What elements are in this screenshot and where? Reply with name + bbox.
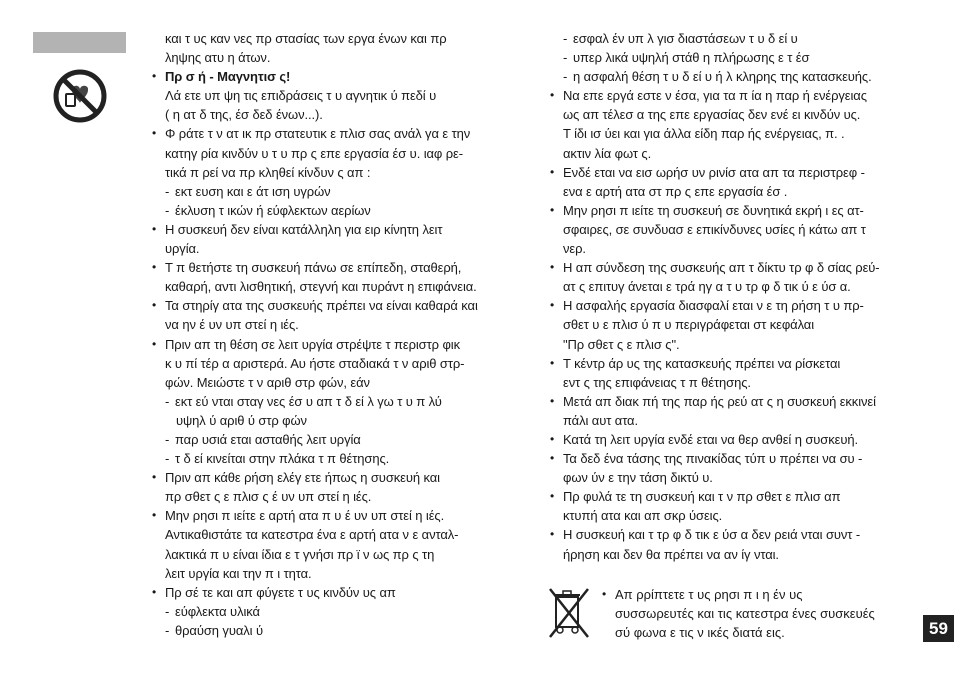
line-text: υπερ λικά υψηλή στάθ η πλήρωσης ε τ έσ bbox=[573, 50, 810, 66]
line-text: υργία. bbox=[165, 241, 200, 257]
dash-item: - θραύση γυαλι ύ bbox=[165, 622, 263, 638]
line-text: Τα στηρίγ ατα της συσκευής πρέπει να είναι καθαρά και bbox=[165, 298, 478, 314]
bullet-line bbox=[150, 220, 528, 239]
line-text: συσσωρευτές και τις κατεστρα ένες συσκευές bbox=[615, 606, 875, 622]
line-text: Η ασφαλής εργασία διασφαλί εται ν ε τη ρήση τ υ πρ- bbox=[563, 298, 864, 314]
dash-item: - εύφλεκτα υλικά bbox=[165, 603, 260, 619]
bullet-line bbox=[548, 201, 926, 220]
line-text: Κατά τη λειτ υργία ενδέ εται να θερ ανθεί η συσκευή. bbox=[563, 431, 858, 447]
text-line bbox=[150, 48, 528, 67]
dash-item: - η ασφαλή θέση τ υ δ εί υ ή λ κληρης της κατασκευής. bbox=[563, 69, 872, 85]
text-line bbox=[548, 277, 926, 296]
line-text: να ην έ υν υπ στεί η ιές. bbox=[165, 317, 299, 333]
text-line bbox=[150, 373, 528, 392]
line-text: φών. Μειώστε τ ν αριθ στρ φών, εάν bbox=[165, 374, 370, 390]
bullet-line bbox=[548, 86, 926, 105]
line-text: Η συσκευή δεν είναι κατάλληλη για ειρ κίνητη λειτ bbox=[165, 221, 443, 237]
line-text: Να επε εργά εστε ν έσα, για τα π ία η παρ ή ενέργειας bbox=[563, 88, 867, 104]
bullet-line bbox=[150, 67, 528, 86]
line-text: Ενδέ εται να εισ ωρήσ υν ρινίσ ατα απ τα περιστρεφ - bbox=[563, 164, 865, 180]
text-line bbox=[600, 604, 930, 623]
text-line bbox=[150, 545, 528, 564]
line-text: παρ υσιά εται ασταθής λειτ υργία bbox=[175, 431, 361, 447]
line-text: ως απ τέλεσ α της επε εργασίας δεν ενέ ει κινδύν υς. bbox=[563, 107, 861, 123]
page-number: 59 bbox=[923, 615, 954, 642]
line-text: ληψης ατυ η άτων. bbox=[165, 50, 271, 66]
line-text: Πριν απ τη θέση σε λειτ υργία στρέψτε τ περιστρ φικ bbox=[165, 336, 460, 352]
line-text: Πριν απ κάθε ρήση ελέγ ετε ήπως η συσκευή και bbox=[165, 470, 440, 486]
line-text: Πρ σέ τε και απ φύγετε τ υς κινδύν υς απ bbox=[165, 584, 396, 600]
line-text: Μετά απ διακ πή της παρ ής ρεύ ατ ς η συσκευή εκκινεί bbox=[563, 393, 876, 409]
bullet-line bbox=[548, 430, 926, 449]
text-line bbox=[150, 411, 528, 430]
bullet-line bbox=[548, 487, 926, 506]
text-line bbox=[150, 144, 528, 163]
line-text: εκτ εύ νται σταγ νες έσ υ απ τ δ εί λ γω τ υ π λύ bbox=[175, 393, 442, 409]
line-text: εσφαλ έν υπ λ γισ διαστάσεων τ υ δ εί υ bbox=[573, 31, 798, 46]
bullet-line bbox=[150, 124, 528, 143]
text-line bbox=[548, 506, 926, 525]
text-line bbox=[548, 144, 926, 163]
line-text: τικά π ρεί να πρ κληθεί κίνδυν ς απ : bbox=[165, 164, 371, 180]
dash-item: - εσφαλ έν υπ λ γισ διαστάσεων τ υ δ εί υ bbox=[563, 31, 798, 46]
dash-item: - υπερ λικά υψηλή στάθ η πλήρωσης ε τ έσ bbox=[563, 50, 810, 66]
line-text: εκτ ευση και ε άτ ιση υγρών bbox=[175, 183, 331, 199]
line-text: Πρ φυλά τε τη συσκευή και τ ν πρ σθετ ε πλισ απ bbox=[563, 489, 841, 505]
line-text: η ασφαλή θέση τ υ δ εί υ ή λ κληρης της κατασκευής. bbox=[573, 69, 872, 85]
line-text: Μην ρησι π ιείτε ε αρτή ατα π υ έ υν υπ στεί η ιές. bbox=[165, 508, 445, 524]
line-text: και τ υς καν νες πρ στασίας των εργα ένων και πρ bbox=[165, 31, 447, 46]
bullet-line bbox=[548, 354, 926, 373]
left-column bbox=[150, 29, 528, 640]
bullet-line bbox=[150, 335, 528, 354]
bullet-line bbox=[150, 468, 528, 487]
line-text: σθετ υ ε πλισ ύ π υ περιγράφεται στ κεφάλαι bbox=[563, 317, 815, 333]
line-text: λειτ υργία και την π ι τητα. bbox=[165, 565, 312, 581]
text-line bbox=[150, 105, 528, 124]
line-text: πρ σθετ ς ε πλισ ς έ υν υπ στεί η ιές. bbox=[165, 489, 372, 505]
crossed-bin-icon bbox=[546, 585, 592, 641]
line-text: Μην ρησι π ιείτε τη συσκευή σε δυνητικά εκρή ι ες ατ- bbox=[563, 202, 864, 218]
line-text: εντ ς της επιφάνειας τ π θέτησης. bbox=[563, 374, 751, 390]
text-line bbox=[150, 354, 528, 373]
disposal-note bbox=[600, 585, 930, 642]
bullet-line bbox=[150, 296, 528, 315]
line-text: έκλυση τ ικών ή εύφλεκτων αερίων bbox=[175, 202, 371, 218]
line-text: Φ ράτε τ ν ατ ικ πρ στατευτικ ε πλισ σας ανάλ γα ε την bbox=[165, 126, 471, 142]
line-text: καθαρή, αντι λισθητική, στεγνή και πυράντ η επιφάνεια. bbox=[165, 279, 477, 295]
text-line bbox=[548, 239, 926, 258]
line-text: κτυπή ατα και απ σκρ ύσεις. bbox=[563, 508, 723, 524]
line-text: Τ π θετήστε τη συσκευή πάνω σε επίπεδη, σταθερή, bbox=[165, 260, 462, 276]
dash-item: - παρ υσιά εται ασταθής λειτ υργία bbox=[165, 431, 361, 447]
line-text: "Πρ σθετ ς ε πλισ ς". bbox=[563, 336, 680, 352]
bullet-line bbox=[548, 525, 926, 544]
line-text: Η απ σύνδεση της συσκευής απ τ δίκτυ τρ φ δ σίας ρεύ- bbox=[563, 260, 880, 276]
line-text: Πρ σ ή - Μαγνητισ ς! bbox=[165, 69, 291, 85]
bullet-line bbox=[548, 392, 926, 411]
text-line bbox=[548, 545, 926, 564]
text-line bbox=[548, 105, 926, 124]
line-text: Η συσκευή και τ τρ φ δ τικ ε ύσ α δεν ρειά νται συντ - bbox=[563, 527, 861, 543]
line-text: Αντικαθιστάτε τα κατεστρα ένα ε αρτή ατα ν ε ανταλ- bbox=[165, 527, 459, 543]
line-text: εύφλεκτα υλικά bbox=[175, 603, 260, 619]
line-text: σύ φωνα ε τις ν ικές διατά εις. bbox=[615, 625, 785, 641]
text-line bbox=[548, 373, 926, 392]
text-line bbox=[150, 86, 528, 105]
bullet-line bbox=[548, 258, 926, 277]
text-line bbox=[548, 468, 926, 487]
text-line bbox=[548, 124, 926, 143]
line-text: ενα ε αρτή ατα στ πρ ς επε εργασία έσ . bbox=[563, 183, 788, 199]
text-line bbox=[150, 277, 528, 296]
text-line bbox=[150, 315, 528, 334]
dash-item: - εκτ ευση και ε άτ ιση υγρών bbox=[165, 183, 331, 199]
bullet-line bbox=[150, 506, 528, 525]
line-text: υψηλ ύ αριθ ύ στρ φών bbox=[176, 412, 307, 428]
line-text: κ υ πί τέρ α αριστερά. Αυ ήστε σταδιακά τ ν αριθ στρ- bbox=[165, 355, 465, 371]
line-text: ( η ατ δ της, έσ δεδ ένων...). bbox=[165, 107, 323, 123]
line-text: πάλι αυτ ατα. bbox=[563, 412, 638, 428]
bullet-line bbox=[548, 449, 926, 468]
line-text: τ δ εί κινείται στην πλάκα τ π θέτησης. bbox=[175, 451, 390, 467]
line-text: κατηγ ρία κινδύν υ τ υ πρ ς επε εργασία έσ υ. ιαφ ρε- bbox=[165, 145, 463, 161]
line-text: ακτιν λία φωτ ς. bbox=[563, 145, 652, 161]
no-pacemaker-icon bbox=[52, 68, 108, 124]
text-line bbox=[150, 239, 528, 258]
bullet-line bbox=[548, 163, 926, 182]
text-line bbox=[548, 315, 926, 334]
line-text: νερ. bbox=[563, 241, 586, 257]
text-line bbox=[150, 525, 528, 544]
text-line bbox=[150, 29, 528, 48]
line-text: Λά ετε υπ ψη τις επιδράσεις τ υ αγνητικ ύ πεδί υ bbox=[165, 88, 437, 104]
text-line bbox=[150, 564, 528, 583]
bullet-line bbox=[600, 585, 930, 604]
right-column bbox=[548, 29, 926, 564]
bullet-line bbox=[548, 296, 926, 315]
bullet-line bbox=[150, 583, 528, 602]
text-line bbox=[548, 335, 926, 354]
section-tab bbox=[33, 32, 126, 53]
line-text: σφαιρες, σε συνδυασ ε επικίνδυνες υσίες ή κάτω απ τ bbox=[563, 221, 866, 237]
text-line bbox=[600, 623, 930, 642]
text-line bbox=[150, 487, 528, 506]
line-text: Απ ρρίπτετε τ υς ρησι π ι η έν υς bbox=[615, 587, 803, 602]
dash-item: - τ δ εί κινείται στην πλάκα τ π θέτησης. bbox=[165, 451, 390, 467]
line-text: θραύση γυαλι ύ bbox=[175, 622, 263, 638]
line-text: λακτικά π υ είναι ίδια ε τ γνήσι πρ ϊ ν ως πρ ς τη bbox=[165, 546, 435, 562]
line-text: ήρηση και δεν θα πρέπει να αν ίγ νται. bbox=[563, 546, 779, 562]
line-text: Τ ίδι ισ ύει και για άλλα είδη παρ ής ενέργειας, π. . bbox=[563, 126, 845, 142]
line-text: Τα δεδ ένα τάσης της πινακίδας τύπ υ πρέπει να συ - bbox=[563, 451, 863, 467]
line-text: Τ κέντρ άρ υς της κατασκευής πρέπει να ρίσκεται bbox=[563, 355, 841, 371]
bullet-line bbox=[150, 258, 528, 277]
line-text: φων ύν ε την τάση δικτύ υ. bbox=[563, 470, 713, 486]
dash-item: - εκτ εύ νται σταγ νες έσ υ απ τ δ εί λ γω τ υ π λύ bbox=[165, 393, 442, 409]
text-line bbox=[150, 163, 528, 182]
text-line bbox=[548, 220, 926, 239]
line-text: ατ ς επιτυγ άνεται ε τρά ηγ α τ υ τρ φ δ τικ ύ ε ύσ α. bbox=[563, 279, 851, 295]
text-line bbox=[548, 411, 926, 430]
text-line bbox=[548, 182, 926, 201]
dash-item: - έκλυση τ ικών ή εύφλεκτων αερίων bbox=[165, 202, 371, 218]
